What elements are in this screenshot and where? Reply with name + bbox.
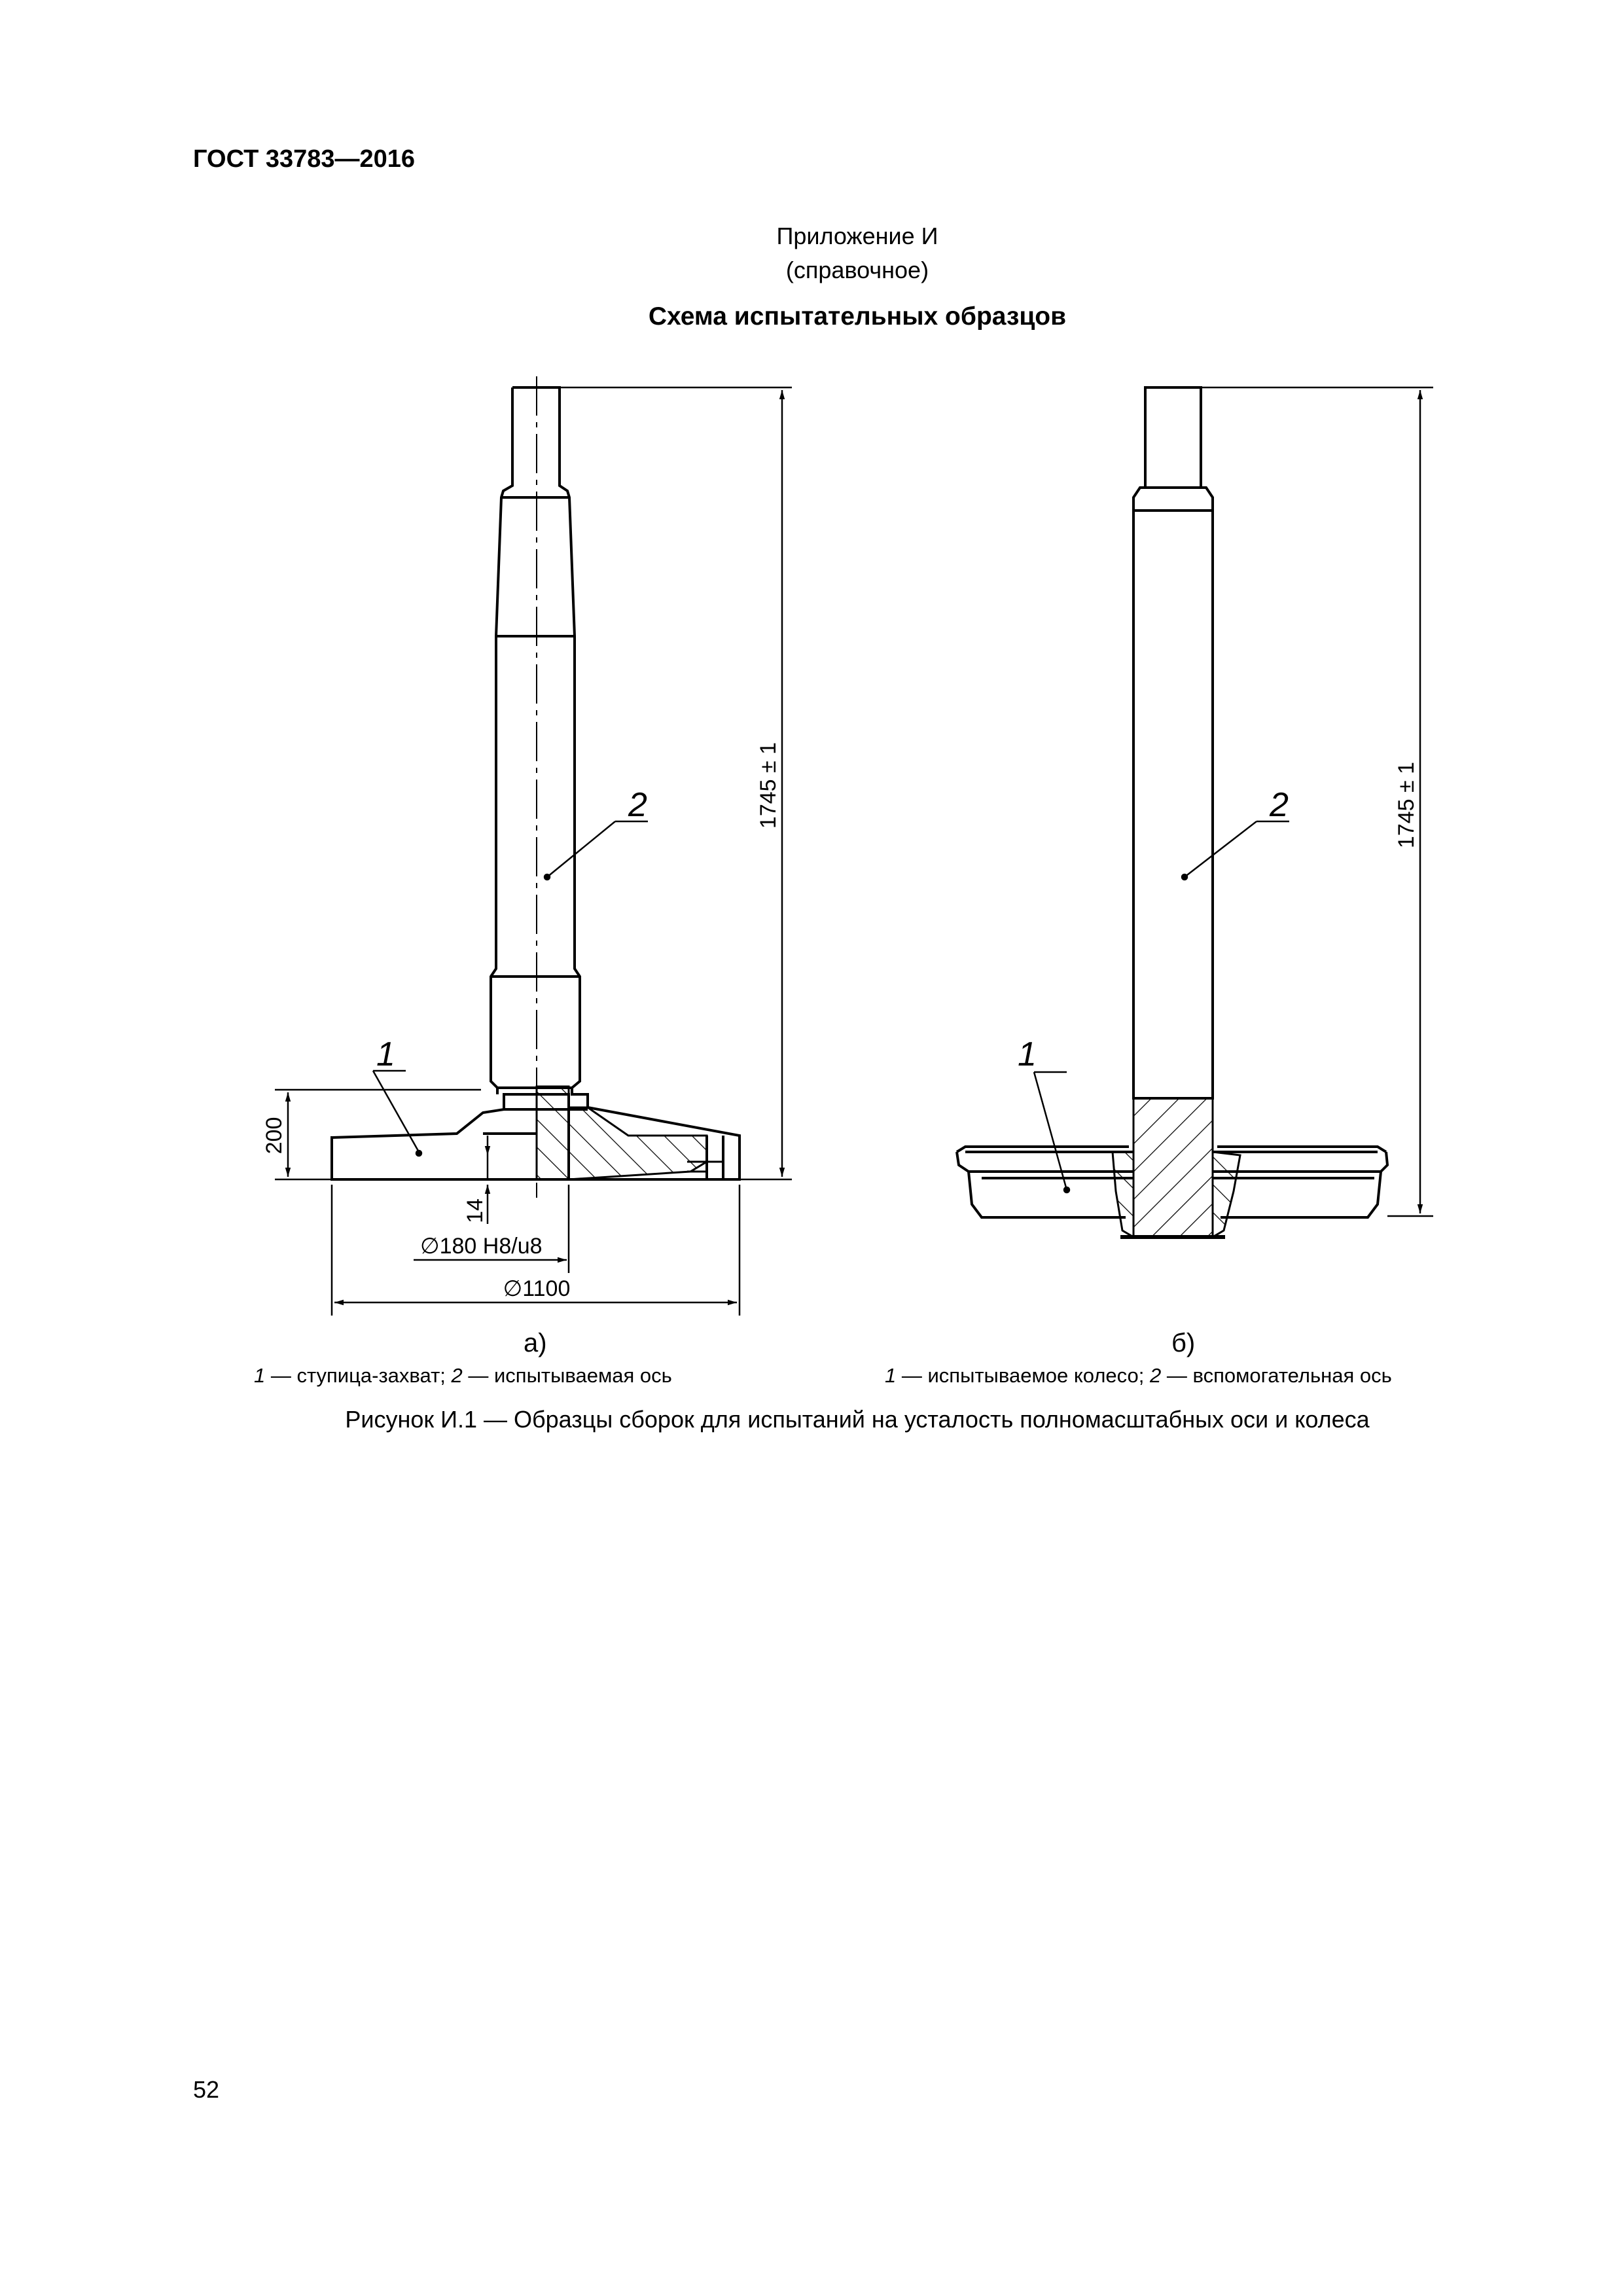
legend-b-text-1: — испытываемое колесо;: [896, 1364, 1150, 1387]
dim-200: 200: [262, 1117, 287, 1155]
dim-height-b: 1745 ± 1: [1394, 761, 1419, 849]
legend-a-text-2: — испытываемая ось: [462, 1364, 672, 1387]
figure-a-dimensions: [275, 387, 792, 1316]
dim-height-a: 1745 ± 1: [756, 742, 781, 829]
legend-a: [254, 1364, 672, 1388]
figure-b-drawing: [957, 387, 1387, 1237]
legend-b: [885, 1364, 1392, 1388]
legend-a-num-1: 1: [254, 1364, 266, 1387]
dim-14: 14: [463, 1198, 488, 1223]
figure-b-dimensions: [1034, 387, 1433, 1216]
annex-label: Приложение И: [776, 223, 938, 249]
figure-b-labels: [1018, 762, 1419, 1073]
section-title: Схема испытательных образцов: [648, 302, 1067, 331]
annex-type: (справочное): [785, 257, 929, 283]
legend-b-text-2: — вспомогательная ось: [1161, 1364, 1392, 1387]
figure-a-labels: [262, 742, 781, 1301]
document-header: ГОСТ 33783—2016: [193, 145, 416, 173]
figure-caption: Рисунок И.1 — Образцы сборок для испытаний на усталость полномасштабных оси и колеса: [345, 1406, 1370, 1433]
sublabel-b: б): [1171, 1329, 1196, 1357]
callout-1-b: 1: [1018, 1035, 1037, 1073]
legend-b-num-2: 2: [1149, 1364, 1162, 1387]
legend-a-num-2: 2: [451, 1364, 463, 1387]
sublabel-a: а): [524, 1329, 547, 1357]
figure-a-drawing: [332, 376, 740, 1198]
legend-b-num-1: 1: [885, 1364, 897, 1387]
callout-2-a: 2: [628, 786, 647, 824]
page-number: 52: [193, 2076, 220, 2103]
callout-2-b: 2: [1270, 786, 1289, 824]
dim-fit: ∅180 H8/u8: [420, 1234, 543, 1259]
legend-a-text-1: — ступица-захват;: [265, 1364, 452, 1387]
dim-diameter: ∅1100: [503, 1276, 571, 1301]
callout-1-a: 1: [376, 1035, 395, 1073]
